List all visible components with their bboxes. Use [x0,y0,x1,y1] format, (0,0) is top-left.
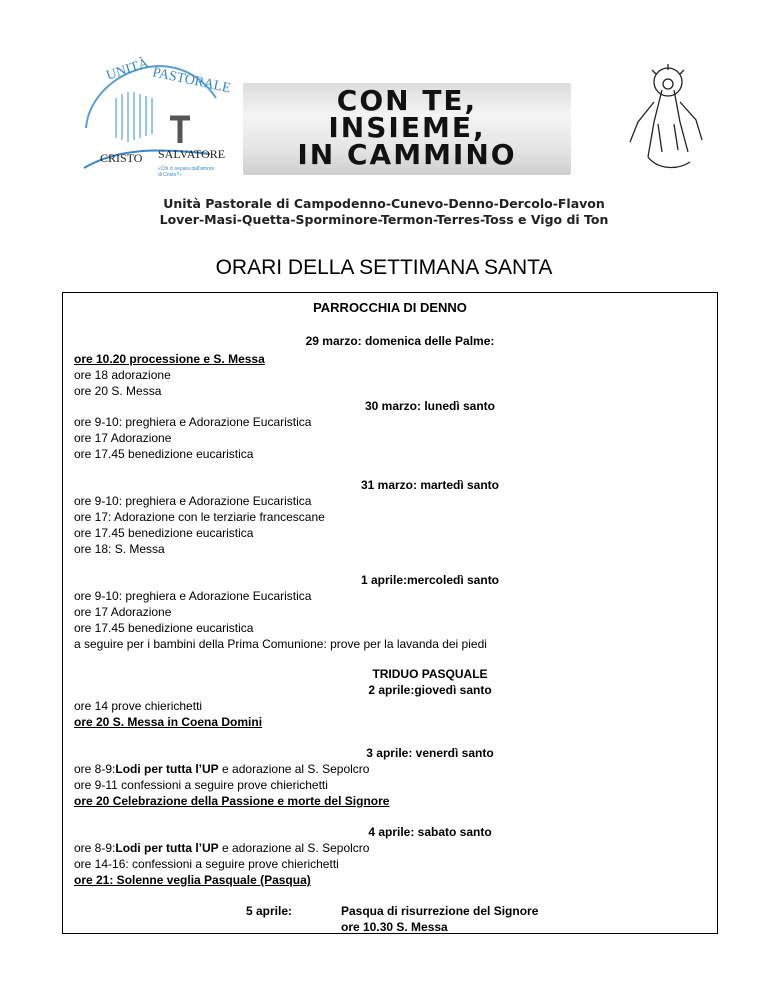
event-line: ore 18: S. Messa [74,542,165,556]
event-line [74,841,369,855]
time: ore 8-9: [74,841,116,855]
banner-line-3: IN CAMMINO [297,138,517,171]
banner-line-2: INSIEME, [328,111,486,144]
banner-line-1: CON TE, [336,84,478,117]
day-heading-1-aprile: 1 aprile:mercoledì santo [360,573,500,587]
event-line [74,762,369,776]
day-heading-3-aprile: 3 aprile: venerdì santo [366,746,494,760]
unita-pastorale-logo [78,56,232,188]
time: ore 8-9: [74,762,116,776]
event-line: ore 17 Adorazione [74,431,172,445]
event-line: ore 9-10: preghiera e Adorazione Eucaristica [74,589,312,603]
event-line: ore 20 Celebrazione della Passione e morte del Signore [74,794,390,808]
unita-pastorale-line-2: Lover-Masi-Quetta-Sporminore-Termon-Terres-Toss e Vigo di Ton [159,212,609,227]
day-heading-5-aprile: 5 aprile: [246,904,293,918]
lodi-label: Lodi per tutta l’UP [115,762,219,776]
detail: e adorazione al S. Sepolcro [218,762,370,776]
triduo-heading: TRIDUO PASQUALE [372,667,488,681]
easter-title: Pasqua di risurrezione del Signore [341,904,539,918]
lodi-label: Lodi per tutta l’UP [115,841,219,855]
parish-heading: PARROCCHIA DI DENNO [313,300,467,315]
event-line: ore 17 Adorazione [74,605,172,619]
day-heading-29-marzo: 29 marzo: domenica delle Palme: [305,334,495,348]
header [0,0,768,240]
event-line: ore 17.45 benedizione eucaristica [74,526,254,540]
event-line: ore 9-11 confessioni a seguire prove chierichetti [74,778,328,792]
event-line: ore 18 adorazione [74,368,171,382]
svg-text:di Cristo?»: di Cristo?» [158,172,182,178]
detail: e adorazione al S. Sepolcro [218,841,370,855]
day-heading-31-marzo: 31 marzo: martedì santo [360,478,500,492]
event-line: ore 17.45 benedizione eucaristica [74,447,254,461]
svg-text:UNITÀ: UNITÀ [104,56,151,84]
event-line: ore 10.30 S. Messa [341,920,448,934]
praying-figure-illustration [618,62,708,177]
svg-text:«Chi ci separa dall'amore: «Chi ci separa dall'amore [158,166,215,172]
unita-pastorale-line-1: Unità Pastorale di Campodenno-Cunevo-Denno-Dercolo-Flavon [163,196,605,211]
schedule-box [62,292,718,934]
event-line: ore 9-10: preghiera e Adorazione Eucaristica [74,494,312,508]
banner-motto [243,83,571,175]
svg-text:CRISTO: CRISTO [100,151,143,165]
event-line: ore 17.45 benedizione eucaristica [74,621,254,635]
event-line: ore 14-16: confessioni a seguire prove chierichetti [74,857,339,871]
event-line: ore 10.20 processione e S. Messa [74,352,265,366]
day-heading-4-aprile: 4 aprile: sabato santo [368,825,492,839]
event-line: ore 14 prove chierichetti [74,699,203,713]
day-heading-30-marzo: 30 marzo: lunedì santo [364,399,496,413]
event-line: ore 17: Adorazione con le terziarie francescane [74,510,325,524]
event-line: a seguire per i bambini della Prima Comunione: prove per la lavanda dei piedi [74,637,487,651]
svg-text:PASTORALE: PASTORALE [151,65,232,97]
svg-text:SALVATORE: SALVATORE [158,147,226,161]
event-line: ore 9-10: preghiera e Adorazione Eucaristica [74,415,312,429]
event-line: ore 21: Solenne veglia Pasquale (Pasqua) [74,873,311,887]
event-line: ore 20 S. Messa in Coena Domini [74,715,263,729]
event-line: ore 20 S. Messa [74,384,162,398]
page-title: ORARI DELLA SETTIMANA SANTA [215,256,553,279]
day-heading-2-aprile: 2 aprile:giovedì santo [368,683,492,697]
